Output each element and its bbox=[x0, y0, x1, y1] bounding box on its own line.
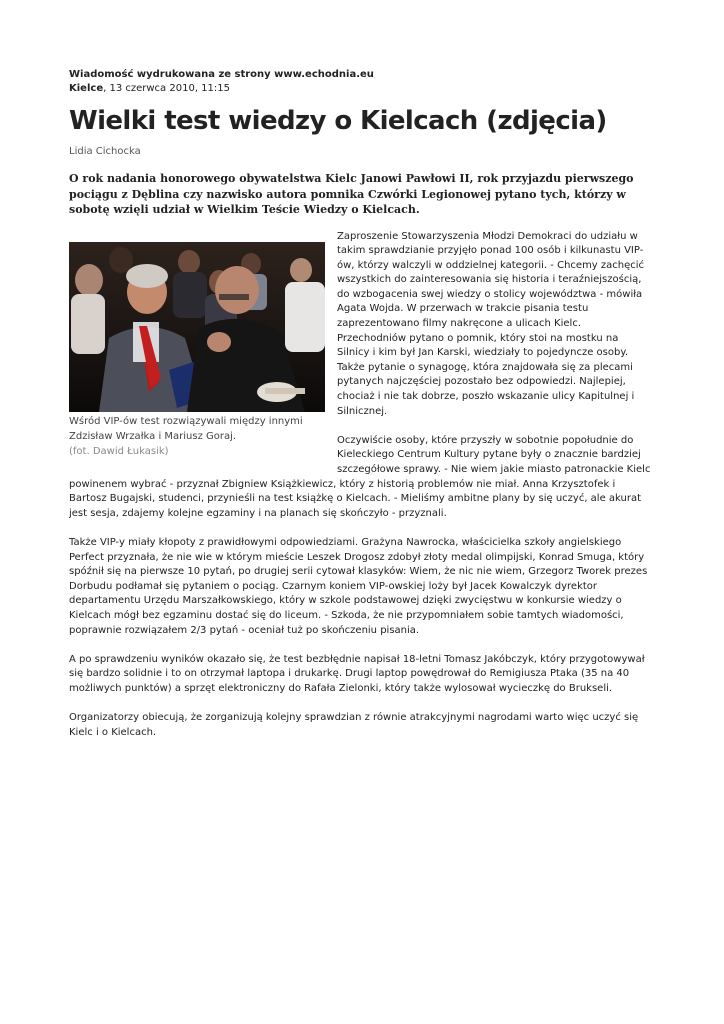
photo-caption bbox=[69, 414, 325, 459]
paragraph-5: Organizatorzy obiecują, że zorganizują kolejny sprawdzian z równie atrakcyjnymi nagrodami warto więc uczyć się Kielc i o Kielcach. bbox=[69, 712, 639, 738]
article-page bbox=[69, 68, 651, 755]
article-author: Lidia Cichocka bbox=[69, 146, 141, 157]
paragraph-2: Oczywiście osoby, które przyszły w sobotnie popołudnie do Kieleckiego Centrum Kultury pytane były o znacznie bardziej szczegółowe sprawy. - Nie wiem jakie miasto patronackie Kielc powinenem wybrać - przyznał Zbigniew Książkiewicz, który z historią problemów nie miał. Anna Krzysztofek i Bartosz Bugajski, studenci, przynieśli na test książkę o Kielcach. - Mieliśmy ambitne plany by się uczyć, ale akurat jest sesja, zdajemy kolejne egzaminy i na planach się skończyło - przyznali. bbox=[69, 434, 651, 519]
dateline-city: Kielce bbox=[69, 83, 104, 94]
photo-illustration bbox=[69, 242, 325, 412]
photo-credit: (fot. Dawid Łukasik) bbox=[69, 445, 169, 457]
article-figure bbox=[69, 242, 325, 459]
paragraph-4: A po sprawdzeniu wyników okazało się, że test bezbłędnie napisał 18-letni Tomasz Jakóbczyk, który przygotowywał się bardzo solidnie i to on otrzymał laptopa i drukarkę. Drugi laptop powędrował do Remigiusza Ptaka (35 na 40 możliwych punktów) a sprzęt elektroniczny do Rafała Zielonki, który także wylosował wycieczkę do Brukseli. bbox=[69, 653, 645, 694]
paragraph-3: Także VIP-y miały kłopoty z prawidłowymi odpowiedziami. Grażyna Nawrocka, właścicielka szkoły angielskiego Perfect przyznała, że nie wie w którym mieście Leszek Drogosz zdobył złoty medal olimpijski, Konrad Smuga, który spóźnił się na pierwsze 10 pytań, po drugiej serii cytował klasyków: Wiem, że nic nie wiem, Grzegorz Tworek prezes Dorbudu podłamał się pytaniem o pociąg. Czarnym koniem VIP-owskiej loży był Jacek Kowalczyk dyrektor departamentu Urzędu Marszałkowskiego, który w szkole podstawowej dzięki zwycięstwu w konkursie wiedzy o Kielcach mógł bez egzaminu dostać się do liceum. - Szkoda, że nie przypomniałem sobie tamtych wiadomości, poprawnie rozwiązałem 2/3 pytań - oceniał tuż po skończeniu pisania. bbox=[69, 536, 648, 636]
article-photo bbox=[69, 242, 325, 412]
paragraph-1: Zaproszenie Stowarzyszenia Młodzi Demokraci do udziału w takim sprawdzianie przyjęło ponad 100 osób i kilkunastu VIP-ów, którzy walczyli w oddzielnej kategorii. - Chcemy zachęcić wszystkich do zainteresowania się historia i teraźniejszością, do wzbogacenia swej wiedzy o stolicy województwa - mówiła Agata Wojda. W przerwach w trakcie pisania testu zaprezentowano filmy nakręcone a ulicach Kielc. Przechodniów pytano o pomnik, który stoi na mostku na Silnicy i kim był Jan Karski, wiedziały to pojedyncze osoby. Także pytanie o synagogę, która znajdowała się za plecami pytanych najczęściej pozostało bez odpowiedzi. Najlepiej, chociaż i nie tak dobrze, poszło wskazanie ulicy Kapitulnej i Silnicznej. bbox=[337, 230, 645, 417]
article-title: Wielki test wiedzy o Kielcach (zdjęcia) bbox=[69, 106, 607, 136]
article-lead: O rok nadania honorowego obywatelstwa Kielc Janowi Pawłowi II, rok przyjazdu pierwszego pociągu z Dęblina czy nazwisko autora pomnika Czwórki Legionowej pytano tych, którzy w sobotę wzięli udział w Wielkim Teście Wiedzy o Kielcach. bbox=[69, 172, 634, 216]
dateline-date: , 13 czerwca 2010, 11:15 bbox=[103, 83, 230, 94]
caption-text: Wśród VIP-ów test rozwiązywali między innymi Zdzisław Wrzałka i Mariusz Goraj. bbox=[69, 415, 303, 442]
dateline bbox=[69, 82, 651, 95]
article-body bbox=[69, 230, 651, 741]
print-source-line: Wiadomość wydrukowana ze strony www.echodnia.eu bbox=[69, 69, 374, 80]
